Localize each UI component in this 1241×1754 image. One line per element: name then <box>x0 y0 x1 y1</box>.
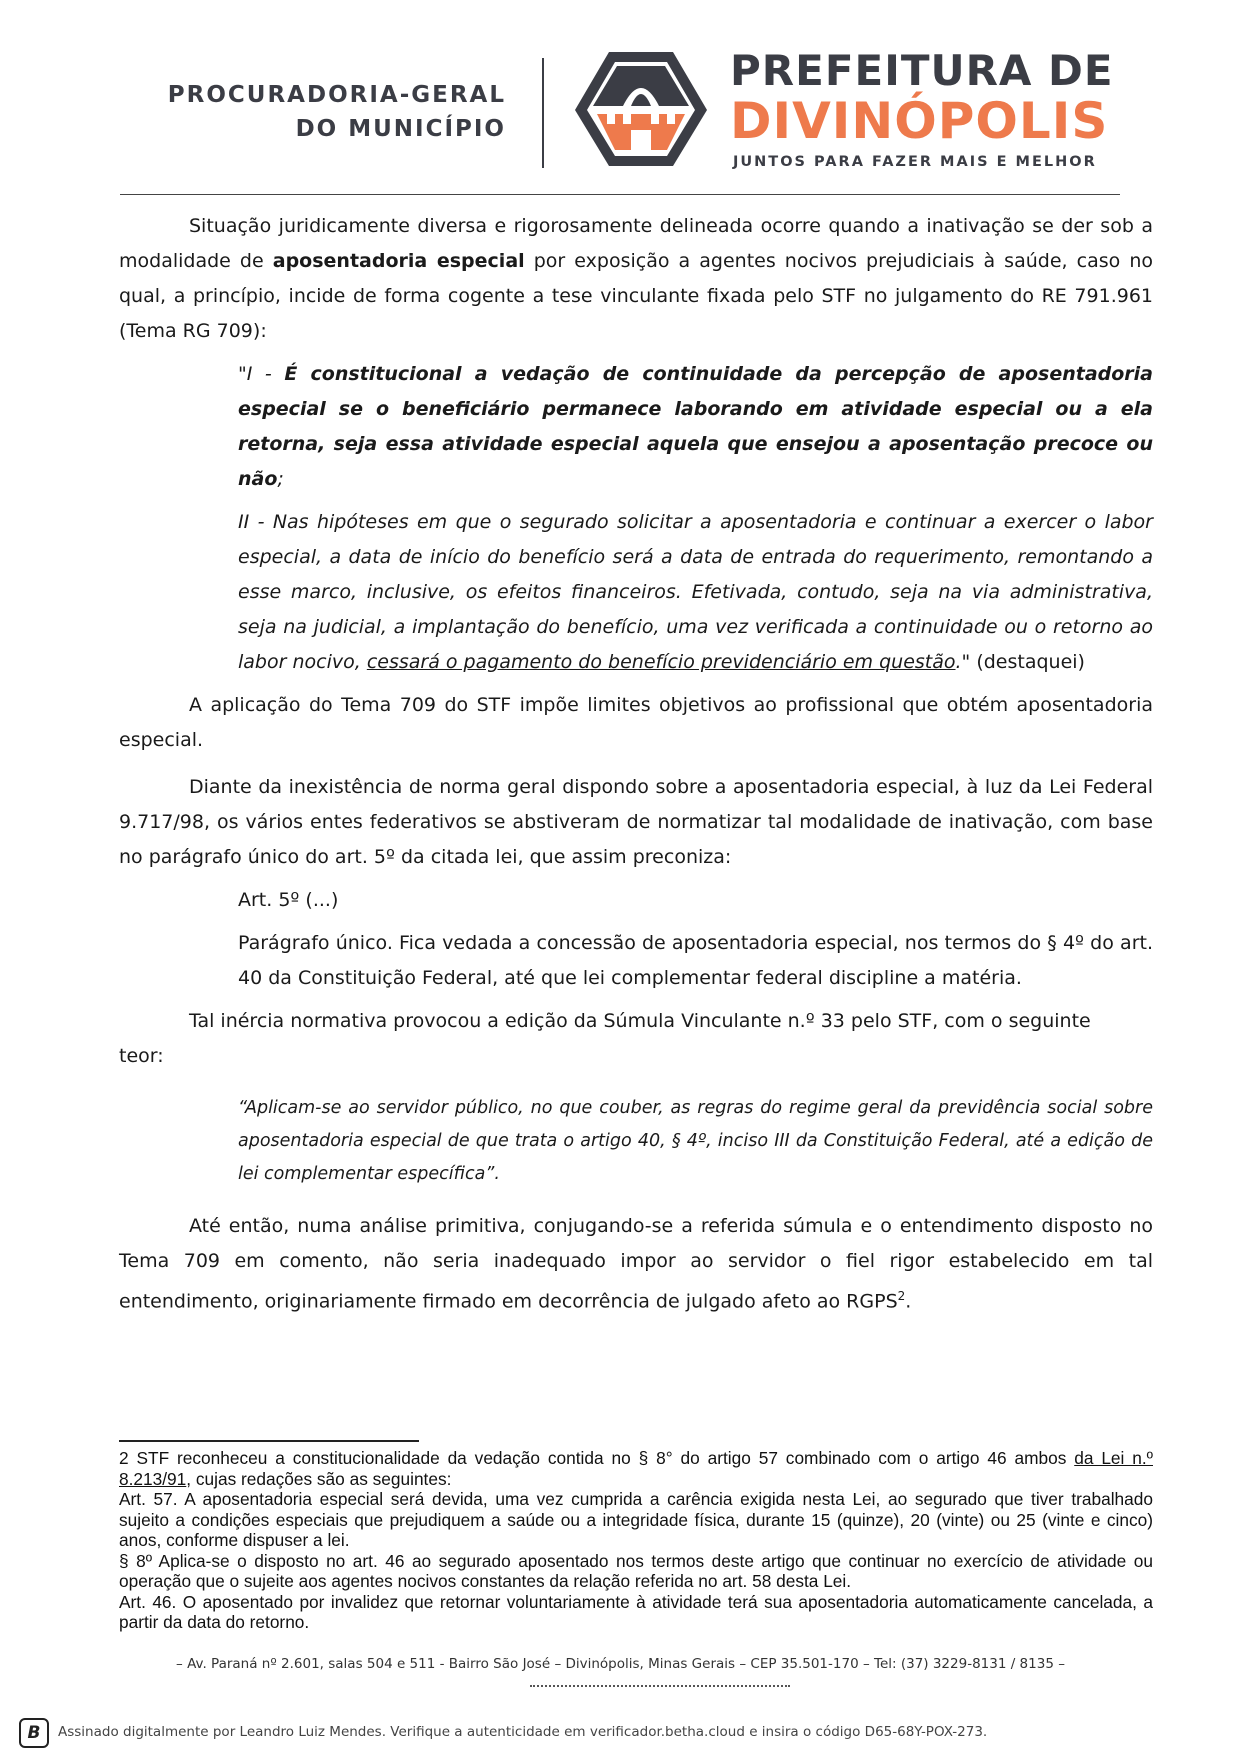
lei-8213-link[interactable]: da Lei n.º 8.213/91 <box>119 1448 1153 1489</box>
q2-tail: (destaquei) <box>970 651 1085 673</box>
footnote-art-46: Art. 46. O aposentado por invalidez que retornar voluntariamente à atividade terá sua aposentadoria automaticamente cancelada, a partir da data do retorno. <box>119 1591 1153 1632</box>
quote-art-5: Art. 5º (...) <box>238 889 339 911</box>
city-name: DIVINÓPOLIS <box>730 92 1109 150</box>
q1-end: ; <box>277 468 284 490</box>
paragraph-4: Tal inércia normativa provocou a edição da Súmula Vinculante n.º 33 pelo STF, com o seguinte <box>189 1010 1091 1032</box>
header-divider <box>542 58 544 168</box>
paragraph-3: Diante da inexistência de norma geral dispondo sobre a aposentadoria especial, à luz da Lei Federal 9.717/98, os vários entes federativos se abstiveram de normatizar tal modalidade de inativação, com base no parágrafo único do art. 5º da citada lei, que assim preconiza: <box>119 776 1153 868</box>
org-line-1: PROCURADORIA-GERAL <box>167 82 506 108</box>
quote-sumula-33: “Aplicam-se ao servidor público, no que couber, as regras do regime geral da previdência social sobre aposentadoria especial de que trata o artigo 40, § 4º, inciso III da Constituição Federal, até a edição de lei complementar específica”. <box>238 1098 1153 1184</box>
q1-open: " <box>238 363 247 385</box>
page-header <box>0 0 1241 200</box>
prefeitura-label: PREFEITURA DE <box>730 46 1114 95</box>
p5-end: . <box>905 1290 912 1313</box>
q2-text: II - Nas hipóteses em que o segurado solicitar a aposentadoria e continuar a exercer o labor especial, a data de início do benefício será a data de entrada do requerimento, remontando a esse marco, inclusive, os efeitos financeiros. Efetivada, contudo, seja na via administrativa, seja na judicial, a implantação do benefício, uma vez verificada a continuidade ou o retorno ao labor nocivo, <box>238 511 1153 673</box>
signature-bar <box>0 1712 1241 1754</box>
footnote-rule <box>119 1440 419 1442</box>
signature-text: Assinado digitalmente por Leandro Luiz Mendes. Verifique a autenticidade em verificador.betha.cloud e insira o código D65-68Y-POX-273. <box>58 1724 988 1740</box>
q1-roman: I - <box>246 363 285 385</box>
footer-address: – Av. Paraná nº 2.601, salas 504 e 511 - Bairro São José – Divinópolis, Minas Gerais – CEP 35.501-170 – Tel: (37) 3229-8131 / 8135 – <box>176 1656 1065 1672</box>
q1-bold: É constitucional a vedação de continuidade da percepção de aposentadoria especial se o beneficiário permanece laborando em atividade especial ou a ela retorna, seja essa atividade especial aquela que ensejou a aposentação precoce ou não <box>238 363 1154 490</box>
footer-cut-line <box>530 1680 790 1688</box>
quote-thesis-2 <box>238 505 1153 680</box>
f1-text-a: 2 STF reconheceu a constitucionalidade da vedação contida no § 8° do artigo 57 combinado com o artigo 46 ambos <box>119 1448 1075 1468</box>
p1-text-b: por exposição a agentes nocivos prejudiciais à saúde, caso no qual, a princípio, incide de forma cogente a tese vinculante fixada pelo STF no julgamento do RE 791.961 (Tema RG 709): <box>119 250 1153 342</box>
header-rule <box>120 194 1120 195</box>
paragraph-4-tail: teor: <box>119 1045 164 1067</box>
quote-thesis-1 <box>238 357 1153 497</box>
slogan: JUNTOS PARA FAZER MAIS E MELHOR <box>733 154 1097 170</box>
footnote-art-57: Art. 57. A aposentadoria especial será devida, uma vez cumprida a carência exigida nesta Lei, ao segurado que tiver trabalhado sujeito a condições especiais que prejudiquem a saúde ou a integridade física, durante 15 (quinze), 20 (vinte) ou 25 (vinte e cinco) anos, conforme dispuser a lei. <box>119 1489 1153 1550</box>
divinopolis-coat-icon <box>571 50 711 168</box>
paragraph-5 <box>119 1209 1153 1319</box>
org-line-2: DO MUNICÍPIO <box>295 116 506 142</box>
quote-paragrafo-unico: Parágrafo único. Fica vedada a concessão de aposentadoria especial, nos termos do § 4º do art. 40 da Constituição Federal, até que lei complementar federal discipline a matéria. <box>238 932 1153 989</box>
footnote <box>119 1448 1153 1633</box>
footnote-line-1 <box>119 1448 1153 1489</box>
f1-text-b: , cujas redações são as seguintes: <box>186 1468 452 1489</box>
paragraph-1 <box>119 209 1153 349</box>
betha-logo-icon: B <box>19 1718 49 1748</box>
p1-text-a: Situação juridicamente diversa e rigorosamente delineada ocorre quando a inativação se der sob a modalidade de <box>119 215 1153 272</box>
document-body <box>119 209 1153 1319</box>
p5-text: Até então, numa análise primitiva, conjugando-se a referida súmula e o entendimento disposto no Tema 709 em comento, não seria inadequado impor ao servidor o fiel rigor estabelecido em tal entendimento, originariamente firmado em decorrência de julgado afeto ao RGPS <box>119 1215 1153 1313</box>
footnote-par-8: § 8º Aplica-se o disposto no art. 46 ao segurado aposentado nos termos deste artigo que continuar no exercício de atividade ou operação que o sujeite aos agentes nocivos constantes da relação referida no art. 58 desta Lei. <box>119 1550 1153 1591</box>
q2-underline: cessará o pagamento do benefício previdenciário em questão <box>366 651 956 673</box>
paragraph-2: A aplicação do Tema 709 do STF impõe limites objetivos ao profissional que obtém aposentadoria especial. <box>119 694 1153 751</box>
procuradoria-title <box>168 78 506 146</box>
q2-end: ." <box>955 651 971 673</box>
footnote-ref[interactable]: 2 <box>897 1289 906 1303</box>
p1-bold: aposentadoria especial <box>272 250 525 272</box>
